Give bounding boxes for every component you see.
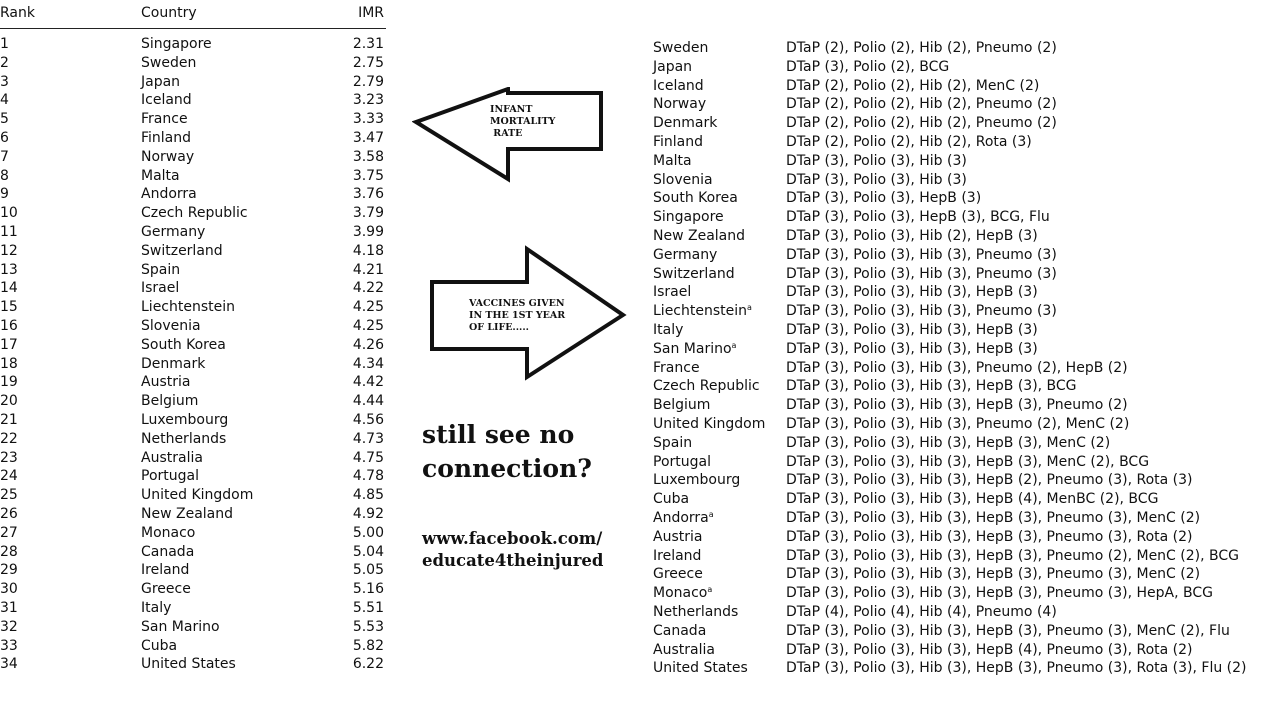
table-row	[0, 242, 386, 261]
table-row	[0, 411, 386, 430]
vaccine-schedule-cell: DTaP (2), Polio (2), Hib (2), Rota (3)	[786, 133, 1032, 150]
table-row	[653, 39, 1263, 58]
vaccine-country-name: Australia	[653, 641, 715, 658]
table-row	[0, 298, 386, 317]
vaccine-schedule-cell: DTaP (3), Polio (3), Hib (3), Pneumo (3)	[786, 303, 1057, 320]
imr-cell: 5.53	[352, 618, 384, 635]
vaccine-schedule-cell: DTaP (3), Polio (3), Hib (3)	[786, 171, 967, 188]
country-cell: France	[141, 111, 188, 128]
vaccine-country-name: Liechtenstein	[653, 303, 748, 320]
table-row	[0, 148, 386, 167]
vaccine-schedule-cell: DTaP (3), Polio (3), Hib (3), HepB (4), Pneumo (3), Rota (2)	[786, 641, 1193, 658]
country-cell: United States	[141, 656, 236, 673]
vaccine-country-name: Switzerland	[653, 265, 735, 282]
vaccine-schedule-cell: DTaP (3), Polio (3), Hib (3), HepB (3), Pneumo (3), Rota (3), Flu (2)	[786, 660, 1247, 677]
vaccine-country-cell	[653, 189, 738, 208]
rank-cell: 2	[0, 54, 9, 71]
table-row	[653, 227, 1263, 246]
country-cell: Monaco	[141, 524, 196, 541]
country-cell: Iceland	[141, 92, 192, 109]
vaccine-country-cell	[653, 565, 703, 584]
vaccine-country-name: Finland	[653, 133, 704, 150]
vaccine-schedule-cell: DTaP (3), Polio (3), Hib (3), Pneumo (2), HepB (2)	[786, 359, 1128, 376]
rank-cell: 18	[0, 355, 18, 372]
table-row	[653, 302, 1263, 321]
vaccine-country-cell	[653, 208, 724, 227]
vaccine-schedule-cell: DTaP (3), Polio (3), HepB (3)	[786, 190, 982, 207]
vaccine-country-name: Monaco	[653, 585, 708, 602]
table-row	[653, 265, 1263, 284]
table-row	[0, 373, 386, 392]
table-row	[653, 208, 1263, 227]
right-arrow-label: VACCINES GIVEN IN THE 1ST YEAR OF LIFE.....	[469, 298, 566, 333]
table-row	[0, 204, 386, 223]
vaccine-schedule-cell: DTaP (3), Polio (3), Hib (3), HepB (3), Pneumo (3), HepA, BCG	[786, 585, 1213, 602]
vaccine-country-name: Netherlands	[653, 603, 739, 620]
table-row	[0, 430, 386, 449]
vaccine-country-cell	[653, 39, 708, 58]
table-row	[653, 415, 1263, 434]
vaccine-country-name: Malta	[653, 152, 692, 169]
vaccine-schedule-cell: DTaP (3), Polio (3), Hib (3), HepB (4), MenBC (2), BCG	[786, 491, 1159, 508]
country-cell: New Zealand	[141, 505, 233, 522]
country-cell: Czech Republic	[141, 205, 248, 222]
table-row	[653, 584, 1263, 603]
table-row	[653, 490, 1263, 509]
vaccine-country-cell	[653, 659, 748, 678]
vaccine-schedule-cell: DTaP (2), Polio (2), Hib (2), Pneumo (2)	[786, 115, 1057, 132]
vaccine-country-name: Germany	[653, 246, 718, 263]
vaccine-country-name: United States	[653, 660, 748, 677]
imr-cell: 3.23	[352, 92, 384, 109]
table-row	[653, 171, 1263, 190]
imr-cell: 5.82	[352, 637, 384, 654]
vaccine-country-name: United Kingdom	[653, 415, 766, 432]
vaccine-schedule-cell: DTaP (3), Polio (3), Hib (3), HepB (3)	[786, 340, 1038, 357]
imr-cell: 4.75	[352, 449, 384, 466]
table-row	[0, 336, 386, 355]
rank-cell: 16	[0, 317, 18, 334]
rank-cell: 21	[0, 411, 18, 428]
vaccine-schedule-cell: DTaP (3), Polio (3), Hib (3)	[786, 152, 967, 169]
rank-cell: 11	[0, 223, 18, 240]
table-row	[0, 167, 386, 186]
country-cell: Switzerland	[141, 242, 223, 259]
table-row	[0, 449, 386, 468]
rank-cell: 1	[0, 36, 9, 52]
vaccine-schedule-cell: DTaP (4), Polio (4), Hib (4), Pneumo (4)	[786, 603, 1057, 620]
imr-cell: 4.22	[352, 280, 384, 297]
vaccine-country-name: Luxembourg	[653, 472, 741, 489]
vaccine-country-cell	[653, 283, 691, 302]
table-row	[0, 486, 386, 505]
vaccine-country-name: Norway	[653, 96, 707, 113]
rank-cell: 14	[0, 280, 18, 297]
country-cell: Austria	[141, 374, 191, 391]
url-line-1: www.facebook.com/	[422, 529, 603, 548]
vaccine-schedule-table	[653, 39, 1263, 678]
country-cell: Sweden	[141, 54, 197, 71]
vaccine-country-name: Denmark	[653, 115, 718, 132]
vaccine-country-cell	[653, 246, 717, 265]
country-cell: Singapore	[141, 36, 212, 52]
table-row	[0, 637, 386, 656]
country-cell: Belgium	[141, 393, 199, 410]
imr-cell: 5.00	[352, 524, 384, 541]
url-line-2: educate4theinjured	[422, 551, 604, 570]
table-row	[0, 618, 386, 637]
table-row	[653, 246, 1263, 265]
imr-cell: 4.25	[352, 299, 384, 316]
imr-cell: 4.26	[352, 336, 384, 353]
vaccine-country-name: France	[653, 359, 700, 376]
imr-cell: 3.75	[352, 167, 384, 184]
table-row	[653, 95, 1263, 114]
rank-cell: 30	[0, 581, 18, 598]
vaccine-country-cell	[653, 490, 689, 509]
vaccine-country-name: Italy	[653, 321, 684, 338]
vaccine-country-cell	[653, 584, 712, 603]
vaccine-country-cell	[653, 359, 700, 378]
imr-cell: 4.18	[352, 242, 384, 259]
vaccine-country-cell	[653, 95, 706, 114]
table-row	[653, 340, 1263, 359]
vaccine-country-cell	[653, 265, 735, 284]
vaccine-country-cell	[653, 528, 702, 547]
vaccine-country-cell	[653, 321, 683, 340]
imr-cell: 3.99	[352, 223, 384, 240]
vaccine-country-name: Andorra	[653, 509, 709, 526]
table-row	[0, 561, 386, 580]
table-row	[653, 283, 1263, 302]
vaccine-schedule-cell: DTaP (3), Polio (3), Hib (3), HepB (3), Pneumo (2)	[786, 397, 1128, 414]
vaccine-country-name: San Marino	[653, 340, 732, 357]
question-line-1: still see no	[422, 420, 575, 449]
vaccine-country-cell	[653, 453, 711, 472]
table-row	[653, 659, 1263, 678]
table-row	[653, 377, 1263, 396]
left-arrow-label: INFANT MORTALITY RATE	[490, 104, 556, 139]
facebook-url	[422, 528, 642, 572]
country-cell: Canada	[141, 543, 195, 560]
vaccine-schedule-cell: DTaP (3), Polio (3), Hib (3), HepB (3), Pneumo (3), MenC (2)	[786, 509, 1201, 526]
country-cell: Spain	[141, 261, 181, 278]
rank-cell: 19	[0, 374, 18, 391]
table-row	[653, 114, 1263, 133]
imr-cell: 5.16	[352, 581, 384, 598]
imr-cell: 4.73	[352, 430, 384, 447]
country-cell: Germany	[141, 223, 206, 240]
vaccine-schedule-cell: DTaP (3), Polio (3), Hib (2), HepB (3)	[786, 227, 1038, 244]
vaccine-country-cell	[653, 603, 738, 622]
table-row	[653, 396, 1263, 415]
country-cell: Slovenia	[141, 317, 201, 334]
rank-cell: 22	[0, 430, 18, 447]
table-row	[653, 189, 1263, 208]
country-cell: South Korea	[141, 336, 226, 353]
vaccine-schedule-cell: DTaP (3), Polio (3), Hib (3), HepB (3), MenC (2), BCG	[786, 453, 1150, 470]
vaccine-country-name: Greece	[653, 566, 703, 583]
table-row	[0, 355, 386, 374]
imr-cell: 2.79	[352, 73, 384, 90]
imr-cell: 3.33	[352, 111, 384, 128]
vaccine-country-name: Portugal	[653, 453, 711, 470]
table-row	[0, 580, 386, 599]
imr-cell: 4.44	[352, 393, 384, 410]
imr-cell: 3.58	[352, 148, 384, 165]
vaccine-schedule-cell: DTaP (3), Polio (3), Hib (3), HepB (3), Pneumo (3), Rota (2)	[786, 528, 1193, 545]
vaccine-country-name: Ireland	[653, 547, 702, 564]
vaccine-schedule-cell: DTaP (3), Polio (3), Hib (3), HepB (3)	[786, 284, 1038, 301]
rank-cell: 31	[0, 599, 18, 616]
imr-cell: 5.05	[352, 562, 384, 579]
country-cell: Australia	[141, 449, 203, 466]
table-row	[653, 603, 1263, 622]
vaccine-schedule-cell: DTaP (2), Polio (2), Hib (2), MenC (2)	[786, 77, 1040, 94]
vaccine-country-name: Cuba	[653, 491, 690, 508]
country-cell: Netherlands	[141, 430, 227, 447]
rank-cell: 29	[0, 562, 18, 579]
imr-cell: 4.85	[352, 487, 384, 504]
vaccine-country-name: Singapore	[653, 209, 724, 226]
vaccine-schedule-cell: DTaP (3), Polio (3), Hib (3), HepB (3), Pneumo (3), MenC (2), Flu	[786, 622, 1230, 639]
country-cell: Malta	[141, 167, 180, 184]
imr-cell: 4.56	[352, 411, 384, 428]
vaccine-schedule-cell: DTaP (3), Polio (3), Hib (3), HepB (2), Pneumo (3), Rota (3)	[786, 472, 1193, 489]
rank-cell: 10	[0, 205, 18, 222]
table-row	[0, 655, 386, 674]
imr-cell: 4.92	[352, 505, 384, 522]
table-row	[0, 261, 386, 280]
vaccine-country-name: Czech Republic	[653, 378, 760, 395]
country-cell: Ireland	[141, 562, 190, 579]
country-cell: Greece	[141, 581, 191, 598]
imr-cell: 3.76	[352, 186, 384, 203]
imr-cell: 4.34	[352, 355, 384, 372]
vaccine-country-cell	[653, 396, 710, 415]
table-row	[0, 317, 386, 336]
rank-cell: 33	[0, 637, 18, 654]
imr-cell: 5.51	[352, 599, 384, 616]
vaccine-country-name: Canada	[653, 622, 707, 639]
table-row	[0, 543, 386, 562]
rank-cell: 25	[0, 487, 18, 504]
imr-cell: 2.75	[352, 54, 384, 71]
rank-cell: 24	[0, 468, 18, 485]
rank-cell: 5	[0, 111, 9, 128]
country-cell: Japan	[141, 73, 181, 90]
table-row	[0, 392, 386, 411]
imr-cell: 3.47	[352, 129, 384, 146]
vaccine-schedule-cell: DTaP (3), Polio (2), BCG	[786, 58, 950, 75]
vaccine-schedule-cell: DTaP (3), Polio (3), Hib (3), HepB (3), MenC (2)	[786, 434, 1111, 451]
rank-cell: 20	[0, 393, 18, 410]
vaccine-country-cell	[653, 622, 706, 641]
vaccine-country-name: Slovenia	[653, 171, 713, 188]
table-row	[653, 321, 1263, 340]
vaccine-country-cell	[653, 133, 703, 152]
footnote-marker: a	[707, 585, 713, 595]
connection-question	[422, 418, 632, 486]
vaccine-country-cell	[653, 509, 714, 528]
vaccine-schedule-cell: DTaP (3), Polio (3), HepB (3), BCG, Flu	[786, 209, 1050, 226]
rank-column-header: Rank	[0, 5, 35, 21]
vaccine-schedule-cell: DTaP (3), Polio (3), Hib (3), HepB (3)	[786, 321, 1038, 338]
country-cell: Liechtenstein	[141, 299, 236, 316]
table-row	[653, 77, 1263, 96]
table-row	[0, 73, 386, 92]
rank-cell: 7	[0, 148, 9, 165]
footnote-marker: a	[731, 340, 737, 350]
vaccine-country-cell	[653, 302, 752, 321]
country-cell: Cuba	[141, 637, 178, 654]
country-cell: Finland	[141, 129, 192, 146]
table-row	[653, 509, 1263, 528]
table-row	[0, 35, 386, 54]
vaccine-schedule-cell: DTaP (3), Polio (3), Hib (3), Pneumo (3)	[786, 265, 1057, 282]
vaccine-country-cell	[653, 340, 736, 359]
vaccine-country-name: Iceland	[653, 77, 704, 94]
vaccine-country-cell	[653, 77, 704, 96]
vaccine-country-name: Japan	[653, 58, 693, 75]
table-row	[0, 524, 386, 543]
rank-cell: 23	[0, 449, 18, 466]
table-row	[0, 91, 386, 110]
imr-cell: 6.22	[352, 656, 384, 673]
vaccine-country-cell	[653, 471, 740, 490]
imr-cell: 4.78	[352, 468, 384, 485]
vaccine-country-cell	[653, 547, 701, 566]
country-cell: United Kingdom	[141, 487, 254, 504]
table-row	[0, 54, 386, 73]
table-row	[0, 110, 386, 129]
imr-table-body	[0, 35, 386, 674]
imr-table	[0, 0, 386, 673]
vaccine-country-cell	[653, 227, 745, 246]
vaccine-country-name: New Zealand	[653, 227, 745, 244]
table-row	[0, 129, 386, 148]
table-row	[653, 453, 1263, 472]
imr-table-header	[0, 0, 386, 29]
vaccine-schedule-cell: DTaP (3), Polio (3), Hib (3), Pneumo (3)	[786, 246, 1057, 263]
vaccine-schedule-cell: DTaP (3), Polio (3), Hib (3), HepB (3), Pneumo (3), MenC (2)	[786, 566, 1201, 583]
imr-column-header: IMR	[358, 5, 384, 21]
vaccine-country-cell	[653, 58, 692, 77]
table-row	[653, 152, 1263, 171]
vaccine-country-name: South Korea	[653, 190, 738, 207]
vaccine-country-name: Sweden	[653, 40, 709, 56]
rank-cell: 4	[0, 92, 9, 109]
rank-cell: 28	[0, 543, 18, 560]
rank-cell: 15	[0, 299, 18, 316]
table-row	[0, 467, 386, 486]
table-row	[653, 547, 1263, 566]
rank-cell: 17	[0, 336, 18, 353]
table-row	[653, 641, 1263, 660]
country-cell: Portugal	[141, 468, 199, 485]
vaccine-schedule-cell: DTaP (2), Polio (2), Hib (2), Pneumo (2)	[786, 96, 1057, 113]
country-cell: San Marino	[141, 618, 220, 635]
table-row	[653, 434, 1263, 453]
imr-cell: 4.25	[352, 317, 384, 334]
country-cell: Norway	[141, 148, 195, 165]
table-row	[0, 505, 386, 524]
footnote-marker: a	[747, 303, 752, 313]
rank-cell: 9	[0, 186, 9, 203]
question-line-2: connection?	[422, 454, 592, 483]
vaccine-country-cell	[653, 377, 760, 396]
rank-cell: 32	[0, 618, 18, 635]
vaccine-schedule-cell: DTaP (2), Polio (2), Hib (2), Pneumo (2)	[786, 40, 1057, 56]
imr-cell: 4.42	[352, 374, 384, 391]
table-row	[653, 622, 1263, 641]
imr-cell: 2.31	[352, 36, 384, 52]
table-row	[0, 223, 386, 242]
vaccine-country-cell	[653, 171, 713, 190]
table-row	[653, 471, 1263, 490]
country-cell: Andorra	[141, 186, 197, 203]
vaccine-country-name: Belgium	[653, 397, 711, 414]
vaccine-country-cell	[653, 641, 715, 660]
vaccine-country-cell	[653, 152, 692, 171]
rank-cell: 27	[0, 524, 18, 541]
footnote-marker: a	[708, 509, 714, 519]
table-row	[0, 185, 386, 204]
rank-cell: 3	[0, 73, 9, 90]
imr-cell: 4.21	[352, 261, 384, 278]
vaccine-country-name: Israel	[653, 284, 692, 301]
vaccine-country-cell	[653, 114, 717, 133]
vaccine-country-cell	[653, 415, 765, 434]
table-row	[653, 58, 1263, 77]
rank-cell: 34	[0, 656, 18, 673]
vaccine-schedule-cell: DTaP (3), Polio (3), Hib (3), Pneumo (2), MenC (2)	[786, 415, 1130, 432]
table-row	[653, 565, 1263, 584]
country-cell: Italy	[141, 599, 172, 616]
imr-cell: 3.79	[352, 205, 384, 222]
imr-cell: 5.04	[352, 543, 384, 560]
country-column-header: Country	[141, 5, 197, 21]
vaccine-schedule-cell: DTaP (3), Polio (3), Hib (3), HepB (3), BCG	[786, 378, 1077, 395]
rank-cell: 13	[0, 261, 18, 278]
rank-cell: 12	[0, 242, 18, 259]
vaccine-schedule-cell: DTaP (3), Polio (3), Hib (3), HepB (3), Pneumo (2), MenC (2), BCG	[786, 547, 1239, 564]
table-row	[0, 279, 386, 298]
vaccine-country-name: Spain	[653, 434, 693, 451]
table-row	[653, 359, 1263, 378]
table-row	[653, 133, 1263, 152]
rank-cell: 26	[0, 505, 18, 522]
country-cell: Denmark	[141, 355, 206, 372]
rank-cell: 8	[0, 167, 9, 184]
rank-cell: 6	[0, 129, 9, 146]
table-row	[653, 528, 1263, 547]
table-row	[0, 599, 386, 618]
country-cell: Israel	[141, 280, 180, 297]
country-cell: Luxembourg	[141, 411, 229, 428]
vaccine-country-cell	[653, 434, 692, 453]
vaccine-country-name: Austria	[653, 528, 703, 545]
